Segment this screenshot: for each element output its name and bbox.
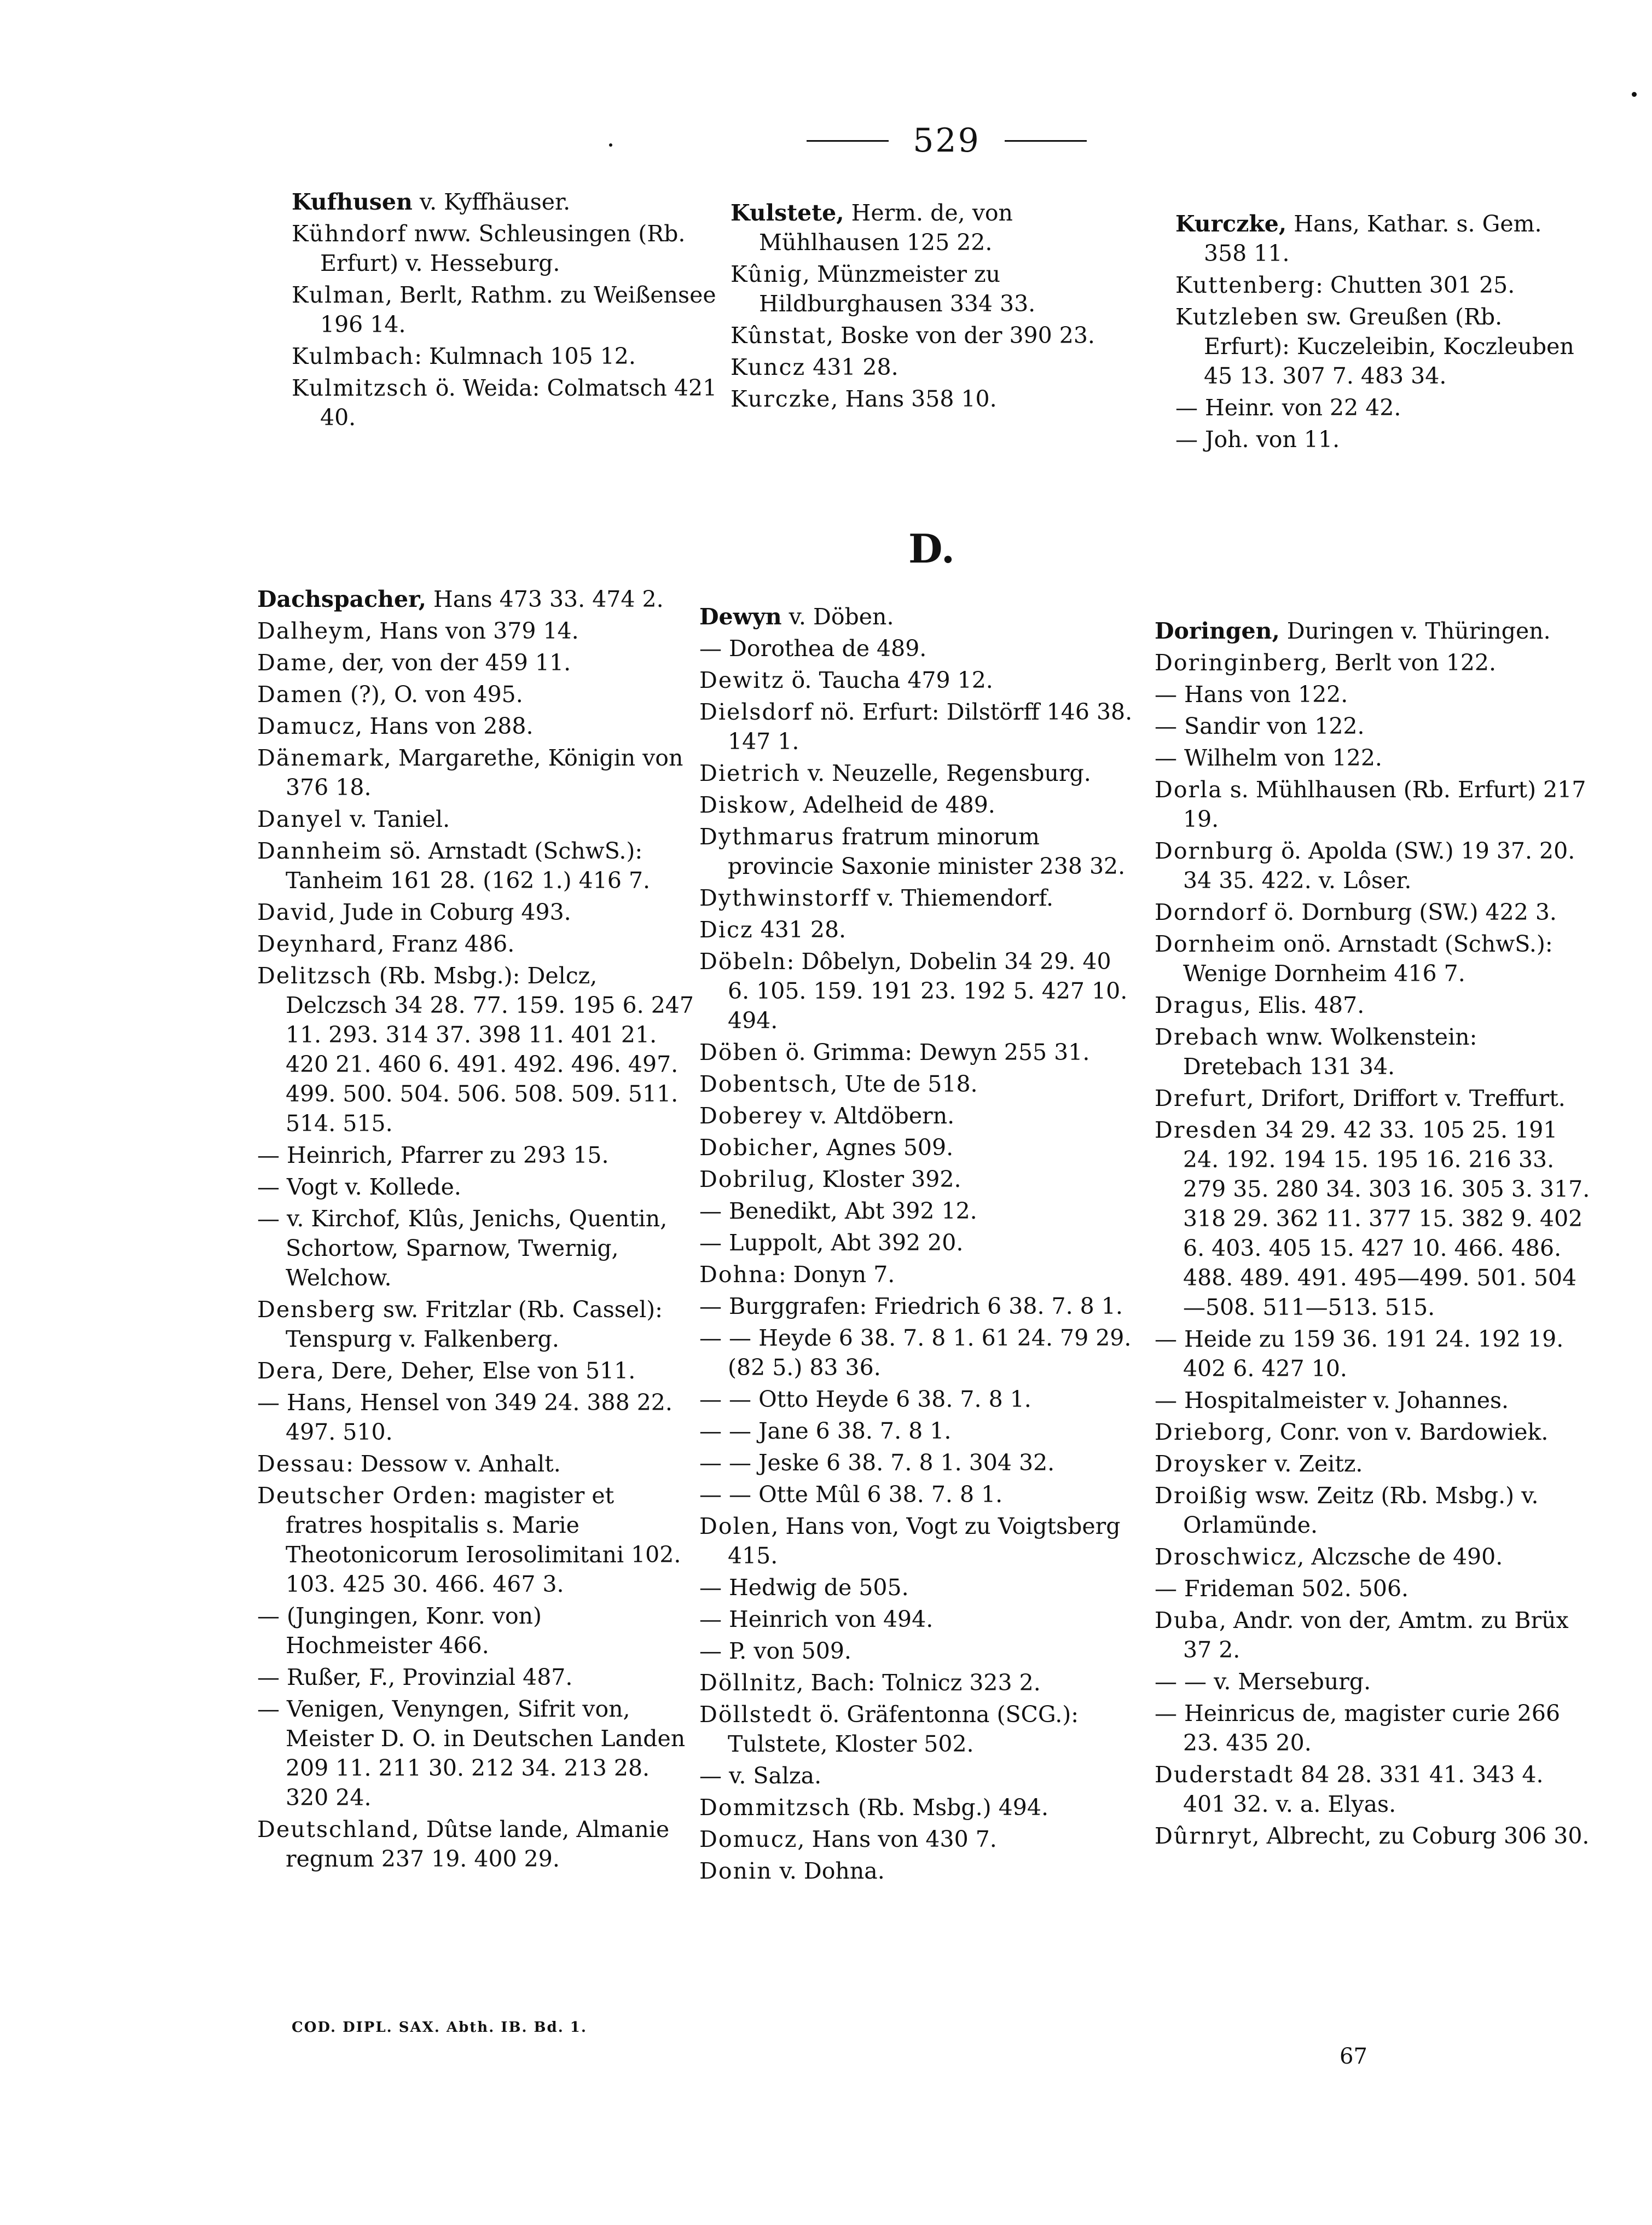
index-entry	[699, 1291, 1137, 1321]
entry-headword: Döllstedt	[699, 1701, 813, 1728]
entry-text: Hans, Kathar. s. Gem. 358 11.	[1204, 211, 1542, 266]
entry-headword: Dolen	[699, 1513, 772, 1539]
entry-headword: Doringen,	[1155, 618, 1280, 644]
entry-text: ö. Taucha 479 12.	[784, 667, 993, 693]
entry-text: v. Döben.	[781, 604, 894, 630]
entry-headword: Dommitzsch	[699, 1794, 851, 1821]
entry-headword: Dalheym	[257, 618, 366, 644]
index-entry	[699, 1260, 1137, 1289]
entry-headword: Kulman	[292, 282, 385, 308]
index-entry	[699, 1824, 1137, 1854]
index-entry	[731, 384, 1157, 414]
entry-headword: Dobicher	[699, 1134, 813, 1161]
entry-headword: Dorla	[1155, 777, 1223, 803]
index-entry	[257, 961, 695, 1138]
index-entry	[257, 1295, 695, 1354]
header-rule-right	[1005, 140, 1087, 142]
entry-headword: Drefurt	[1155, 1085, 1247, 1111]
index-entry	[699, 1038, 1137, 1067]
entry-headword: Kulmitzsch	[292, 375, 428, 401]
index-entry	[1155, 775, 1592, 834]
entry-text: v. Thiemendorf.	[870, 885, 1054, 911]
entry-text: v. Kyffhäuser.	[412, 189, 571, 215]
index-entry	[699, 697, 1137, 756]
entry-headword: Dornburg	[1155, 838, 1274, 864]
entry-headword: Kurczke	[731, 386, 831, 412]
entry-headword: Dewyn	[699, 604, 782, 630]
entry-headword: Kulmbach	[292, 343, 415, 369]
index-entry	[699, 1323, 1137, 1382]
entry-text: — Rußer, F., Provinzial 487.	[257, 1664, 573, 1690]
entry-text: ö. Weida: Colmatsch 421 40.	[320, 375, 717, 431]
entry-text: , Albrecht, zu Coburg 306 30.	[1252, 1823, 1590, 1849]
entry-text: — Benedikt, Abt 392 12.	[699, 1198, 977, 1224]
index-entry	[1155, 1542, 1592, 1572]
index-entry	[699, 883, 1137, 913]
index-entry	[257, 1388, 695, 1447]
entry-headword: Kûnstat	[731, 322, 826, 349]
entry-headword: Damen	[257, 681, 343, 708]
entry-text: , Ute de 518.	[830, 1071, 978, 1097]
entry-headword: David	[257, 899, 328, 925]
entry-text: ö. Gräfentonna (SCG.): Tulstete, Kloster 502.	[728, 1701, 1079, 1757]
entry-headword: Dannheim	[257, 838, 382, 864]
entry-headword: Diskow	[699, 792, 789, 818]
entry-headword: Duba	[1155, 1607, 1219, 1633]
entry-text: 34 29. 42 33. 105 25. 191 24. 192. 194 15. 195 16. 216 33. 279 35. 280 34. 303 16. 305 3. 317. 318 29. 362 11. 377 15. 382 9. 402 6. 403. 405 15. 427 10. 466. 486. 488. 489. 491. 495—499. 501. 504—508. 511—513. 515.	[1183, 1117, 1590, 1320]
index-entry	[699, 1793, 1137, 1822]
index-entry	[699, 1573, 1137, 1602]
index-entry	[257, 1815, 695, 1874]
entry-headword: Döben	[699, 1039, 779, 1065]
entry-headword: Deynhard	[257, 931, 378, 957]
index-entry	[731, 321, 1157, 350]
index-entry	[257, 836, 695, 895]
entry-text: , Hans von 379 14.	[365, 618, 579, 644]
entry-text: : Chutten 301 25.	[1315, 272, 1515, 298]
entry-headword: Kûnig	[731, 261, 803, 287]
entry-text: v. Dohna.	[772, 1858, 885, 1884]
entry-text: nww. Schleusingen (Rb. Erfurt) v. Hesseburg.	[320, 221, 686, 276]
index-entry	[1155, 743, 1592, 773]
index-entry	[1155, 616, 1592, 646]
index-entry	[1155, 1699, 1592, 1758]
entry-headword: Kulstete,	[731, 200, 844, 226]
index-entry	[1155, 1481, 1592, 1540]
index-entry	[292, 280, 729, 339]
index-entry	[1155, 1574, 1592, 1603]
index-entry	[257, 648, 695, 677]
index-entry	[699, 790, 1137, 820]
entry-text: — Wilhelm von 122.	[1155, 745, 1382, 771]
entry-text: wnw. Wolkenstein: Dretebach 131 34.	[1183, 1024, 1477, 1080]
index-entry	[257, 897, 695, 927]
index-entry	[699, 1164, 1137, 1194]
index-entry	[1155, 680, 1592, 709]
index-entry	[699, 1133, 1137, 1162]
entry-text: onö. Arnstadt (SchwS.): Wenige Dornheim 416 7.	[1183, 931, 1553, 987]
index-entry	[1155, 1022, 1592, 1081]
entry-headword: Dielsdorf	[699, 699, 814, 725]
entry-headword: Dresden	[1155, 1117, 1258, 1143]
entry-headword: Dornheim	[1155, 931, 1277, 957]
entry-text: : magister et fratres hospitalis s. Marie Theotonicorum Ierosolimitani 102. 103. 425 30. 466. 467 3.	[286, 1482, 681, 1597]
entry-text: — P. von 509.	[699, 1638, 851, 1664]
index-entry	[1175, 270, 1591, 300]
page-header	[799, 121, 1094, 160]
entry-headword: Deutschland	[257, 1816, 412, 1842]
entry-text: , Agnes 509.	[812, 1134, 954, 1161]
index-entry	[699, 915, 1137, 945]
index-entry	[1155, 990, 1592, 1020]
index-entry	[1155, 1386, 1592, 1415]
entry-headword: Drebach	[1155, 1024, 1259, 1050]
entry-text: (Rb. Msbg.): Delcz, Delczsch 34 28. 77. 159. 195 6. 247 11. 293. 314 37. 398 11. 401 21. 420 21. 460 6. 491. 492. 496. 497. 499. 500. 504. 506. 508. 509. 511. 514. 515.	[286, 963, 694, 1137]
index-entry	[699, 1668, 1137, 1697]
entry-text: : Dôbelyn, Dobelin 34 29. 40 6. 105. 159. 191 23. 192 5. 427 10. 494.	[728, 948, 1128, 1034]
index-entry	[699, 947, 1137, 1035]
entry-text: sw. Fritzlar (Rb. Cassel): Tenspurg v. Falkenberg.	[286, 1296, 663, 1352]
index-entry	[1155, 1115, 1592, 1322]
index-entry	[699, 1196, 1137, 1226]
footer-signature-number: 67	[1340, 2044, 1367, 2069]
entry-text: — (Jungingen, Konr. von) Hochmeister 466.	[257, 1603, 542, 1659]
entry-headword: Dewitz	[699, 667, 785, 693]
index-entry	[257, 743, 695, 802]
entry-text: , Boske von der 390 23.	[826, 322, 1095, 349]
entry-headword: Deutscher Orden	[257, 1482, 469, 1509]
entry-text: : Dessow v. Anhalt.	[346, 1451, 561, 1477]
entry-text: , Margarethe, Königin von 376 18.	[286, 745, 683, 801]
entry-text: , Hans von, Vogt zu Voigtsberg 415.	[728, 1513, 1121, 1569]
entry-text: wsw. Zeitz (Rb. Msbg.) v. Orlamünde.	[1183, 1482, 1539, 1538]
entry-text: — Luppolt, Abt 392 20.	[699, 1230, 964, 1256]
entry-headword: Dythwinstorff	[699, 885, 870, 911]
index-entry	[1155, 1449, 1592, 1479]
entry-text: Hans 473 33. 474 2.	[426, 586, 664, 612]
entry-text: nö. Erfurt: Dilstörff 146 38. 147 1.	[728, 699, 1133, 755]
index-entry	[1175, 209, 1591, 268]
index-entry	[699, 634, 1137, 663]
index-entry	[699, 758, 1137, 788]
entry-text: — Sandir von 122.	[1155, 713, 1365, 739]
section-letter: D.	[908, 525, 955, 572]
entry-text: , Hans 358 10.	[831, 386, 997, 412]
index-entry	[257, 1481, 695, 1599]
entry-headword: Dachspacher,	[257, 586, 426, 612]
entry-text: , Dere, Deher, Else von 511.	[317, 1358, 636, 1384]
entry-text: sö. Arnstadt (SchwS.): Tanheim 161 28. (162 1.) 416 7.	[286, 838, 651, 894]
index-entry	[731, 259, 1157, 318]
entry-text: , der, von der 459 11.	[327, 650, 571, 676]
entry-headword: Dobentsch	[699, 1071, 831, 1097]
index-entry	[1155, 1324, 1592, 1383]
entry-text: — Heinrich, Pfarrer zu 293 15.	[257, 1142, 609, 1168]
entry-text: — Joh. von 11.	[1175, 426, 1340, 453]
index-entry	[731, 352, 1157, 382]
entry-headword: Drieborg	[1155, 1419, 1266, 1445]
entry-headword: Droschwicz	[1155, 1544, 1297, 1570]
entry-text: : Donyn 7.	[778, 1261, 895, 1288]
index-entry	[257, 1204, 695, 1293]
index-entry	[1155, 929, 1592, 988]
entry-headword: Dorndorf	[1155, 899, 1267, 925]
entry-text: , Berlt von 122.	[1320, 650, 1497, 676]
entry-text: s. Mühlhausen (Rb. Erfurt) 217 19.	[1183, 777, 1586, 832]
entry-text: — Vogt v. Kollede.	[257, 1174, 461, 1200]
entry-text: — Hans von 122.	[1155, 681, 1348, 708]
bottom-column-1	[257, 584, 695, 1876]
index-entry	[699, 1384, 1137, 1414]
entry-text: — v. Kirchof, Klûs, Jenichs, Quentin, Schortow, Sparnow, Twernig, Welchow.	[257, 1206, 668, 1291]
index-entry	[1155, 897, 1592, 927]
entry-text: , Hans von 288.	[355, 713, 534, 739]
page-number: 529	[913, 121, 981, 160]
entry-headword: Doberey	[699, 1103, 803, 1129]
index-entry	[1155, 648, 1592, 677]
index-entry	[292, 341, 729, 371]
index-entry	[257, 1694, 695, 1812]
header-rule-left	[807, 140, 889, 142]
entry-text: — Heide zu 159 36. 191 24. 192 19. 402 6. 427 10.	[1155, 1326, 1564, 1382]
entry-headword: Kühndorf	[292, 221, 407, 247]
entry-text: , Drifort, Driffort v. Treffurt.	[1247, 1085, 1566, 1111]
entry-text: — Burggrafen: Friedrich 6 38. 7. 8 1.	[699, 1293, 1123, 1319]
index-entry	[699, 1448, 1137, 1477]
entry-text: , Dûtse lande, Almanie regnum 237 19. 400 29.	[286, 1816, 670, 1872]
index-entry	[257, 584, 695, 614]
speck-top-left	[609, 143, 612, 147]
entry-headword: Dessau	[257, 1451, 346, 1477]
entry-text: , Andr. von der, Amtm. zu Brüx 37 2.	[1183, 1607, 1569, 1663]
entry-text: — Heinrich von 494.	[699, 1606, 934, 1632]
entry-text: , Bach: Tolnicz 323 2.	[796, 1670, 1041, 1696]
entry-text: v. Altdöbern.	[803, 1103, 955, 1129]
top-column-1	[292, 187, 729, 434]
index-entry	[699, 1101, 1137, 1131]
entry-text: : Kulmnach 105 12.	[414, 343, 636, 369]
entry-headword: Domucz	[699, 1826, 798, 1852]
entry-text: — Frideman 502. 506.	[1155, 1575, 1409, 1602]
entry-headword: Dicz	[699, 917, 753, 943]
entry-headword: Droysker	[1155, 1451, 1268, 1477]
entry-text: (Rb. Msbg.) 494.	[850, 1794, 1048, 1821]
speck-top-right	[1632, 92, 1637, 97]
top-column-3	[1175, 209, 1591, 456]
index-entry	[1155, 711, 1592, 741]
entry-text: 431 28.	[805, 354, 899, 380]
entry-text: Duringen v. Thüringen.	[1279, 618, 1551, 644]
index-entry	[699, 665, 1137, 695]
top-column-2	[731, 198, 1157, 416]
entry-headword: Dobrilug	[699, 1166, 808, 1192]
index-entry	[257, 1356, 695, 1386]
index-entry	[292, 187, 729, 217]
index-entry	[292, 219, 729, 278]
index-entry	[699, 1636, 1137, 1666]
entry-headword: Kuncz	[731, 354, 806, 380]
index-entry	[1155, 1667, 1592, 1696]
index-entry	[1155, 1083, 1592, 1113]
index-entry	[699, 822, 1137, 881]
entry-headword: Delitzsch	[257, 963, 372, 989]
entry-headword: Droißig	[1155, 1482, 1249, 1509]
index-entry	[699, 1761, 1137, 1791]
entry-text: — — v. Merseburg.	[1155, 1668, 1371, 1695]
index-entry	[699, 1700, 1137, 1759]
index-entry	[257, 804, 695, 834]
index-entry	[699, 1069, 1137, 1099]
entry-text: — — Heyde 6 38. 7. 8 1. 61 24. 79 29. (82 5.) 83 36.	[699, 1325, 1132, 1381]
index-entry	[257, 1601, 695, 1660]
index-entry	[699, 1416, 1137, 1446]
index-entry	[699, 1228, 1137, 1258]
entry-headword: Dänemark	[257, 745, 384, 771]
entry-text: (?), O. von 495.	[343, 681, 523, 708]
index-entry	[699, 1856, 1137, 1886]
entry-headword: Döbeln	[699, 948, 787, 975]
entry-headword: Dragus	[1155, 992, 1244, 1018]
entry-text: , Conr. von v. Bardowiek.	[1265, 1419, 1549, 1445]
entry-text: 431 28.	[753, 917, 847, 943]
entry-headword: Dohna	[699, 1261, 779, 1288]
entry-text: ö. Grimma: Dewyn 255 31.	[778, 1039, 1090, 1065]
index-entry	[1175, 302, 1591, 391]
index-entry	[699, 1511, 1137, 1571]
entry-headword: Duderstadt	[1155, 1762, 1294, 1788]
entry-text: — Heinr. von 22 42.	[1175, 395, 1401, 421]
entry-text: , Adelheid de 489.	[789, 792, 995, 818]
entry-headword: Döllnitz	[699, 1670, 797, 1696]
index-entry	[1155, 836, 1592, 895]
entry-text: ö. Apolda (SW.) 19 37. 20. 34 35. 422. v. Lôser.	[1183, 838, 1575, 894]
entry-text: ö. Dornburg (SW.) 422 3.	[1267, 899, 1557, 925]
entry-text: , Münzmeister zu Hildburghausen 334 33.	[759, 261, 1036, 317]
entry-headword: Densberg	[257, 1296, 376, 1323]
entry-headword: Dûrnryt	[1155, 1823, 1253, 1849]
entry-text: , Jude in Coburg 493.	[328, 899, 571, 925]
entry-headword: Dythmarus	[699, 824, 835, 850]
index-entry	[1155, 1821, 1592, 1851]
index-entry	[699, 1480, 1137, 1509]
entry-headword: Kutzleben	[1175, 304, 1300, 330]
entry-text: , Alczsche de 490.	[1297, 1544, 1503, 1570]
index-entry	[257, 711, 695, 741]
entry-headword: Dame	[257, 650, 328, 676]
entry-text: , Elis. 487.	[1243, 992, 1365, 1018]
entry-text: — Heinricus de, magister curie 266 23. 435 20.	[1155, 1700, 1561, 1756]
entry-text: — Venigen, Venyngen, Sifrit von, Meister D. O. in Deutschen Landen 209 11. 211 30. 212 34. 213 28. 320 24.	[257, 1696, 686, 1811]
index-entry	[257, 1140, 695, 1170]
entry-headword: Kufhusen	[292, 189, 413, 215]
bottom-column-3	[1155, 616, 1592, 1853]
entry-headword: Kurczke,	[1175, 211, 1287, 237]
index-entry	[1175, 393, 1591, 422]
entry-text: v. Zeitz.	[1267, 1451, 1363, 1477]
entry-text: — Hedwig de 505.	[699, 1574, 909, 1601]
index-entry	[292, 373, 729, 432]
index-entry	[699, 602, 1137, 631]
index-entry	[731, 198, 1157, 257]
index-entry	[257, 616, 695, 646]
index-entry	[257, 1449, 695, 1479]
entry-text: , Franz 486.	[377, 931, 515, 957]
entry-text: Herm. de, von Mühlhausen 125 22.	[759, 200, 1013, 256]
entry-text: 84 28. 331 41. 343 4. 401 32. v. a. Elyas.	[1183, 1762, 1544, 1817]
index-entry	[257, 929, 695, 959]
entry-text: sw. Greußen (Rb. Erfurt): Kuczeleibin, Koczleuben 45 13. 307 7. 483 34.	[1204, 304, 1574, 389]
entry-headword: Doringinberg	[1155, 650, 1320, 676]
entry-text: — Dorothea de 489.	[699, 635, 927, 662]
entry-text: — — Otto Heyde 6 38. 7. 8 1.	[699, 1386, 1031, 1412]
index-entry	[1155, 1606, 1592, 1665]
entry-text: — Hans, Hensel von 349 24. 388 22. 497. 510.	[257, 1389, 673, 1445]
index-entry	[257, 680, 695, 709]
index-entry	[257, 1662, 695, 1692]
index-entry	[1175, 425, 1591, 454]
index-entry	[1155, 1417, 1592, 1447]
index-entry	[1155, 1760, 1592, 1819]
entry-text: fratrum minorum provincie Saxonie minister 238 32.	[728, 824, 1126, 879]
entry-headword: Dera	[257, 1358, 317, 1384]
entry-headword: Kuttenberg	[1175, 272, 1316, 298]
entry-text: v. Taniel.	[343, 806, 450, 832]
entry-text: — — Jeske 6 38. 7. 8 1. 304 32.	[699, 1450, 1055, 1476]
entry-text: , Hans von 430 7.	[797, 1826, 997, 1852]
entry-text: — — Jane 6 38. 7. 8 1.	[699, 1418, 952, 1444]
footer-series: COD. DIPL. SAX. Abth. IB. Bd. 1.	[292, 2019, 587, 2036]
index-entry	[257, 1172, 695, 1202]
entry-text: , Berlt, Rathm. zu Weißensee 196 14.	[320, 282, 716, 338]
entry-headword: Donin	[699, 1858, 773, 1884]
entry-headword: Danyel	[257, 806, 343, 832]
entry-text: — — Otte Mûl 6 38. 7. 8 1.	[699, 1481, 1003, 1508]
entry-text: — Hospitalmeister v. Johannes.	[1155, 1387, 1509, 1413]
index-entry	[699, 1604, 1137, 1634]
entry-text: v. Neuzelle, Regensburg.	[800, 760, 1091, 786]
entry-headword: Damucz	[257, 713, 356, 739]
entry-text: , Kloster 392.	[808, 1166, 961, 1192]
entry-text: — v. Salza.	[699, 1763, 822, 1789]
bottom-column-2	[699, 602, 1137, 1888]
entry-headword: Dietrich	[699, 760, 801, 786]
